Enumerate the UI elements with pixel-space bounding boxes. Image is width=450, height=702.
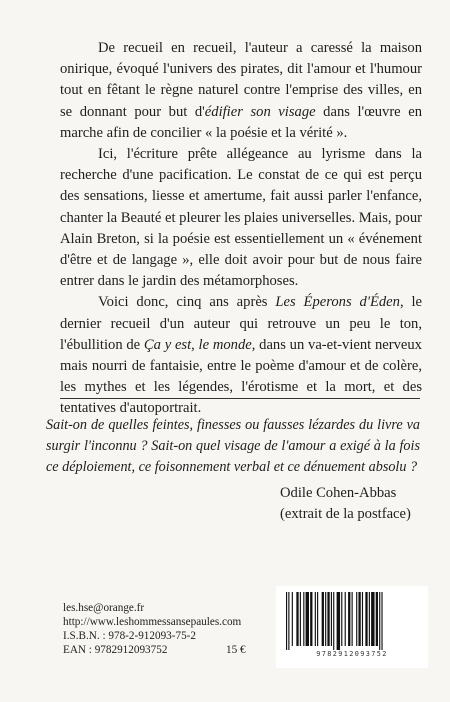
blurb-paragraph: [60, 144, 422, 292]
barcode-bar: [379, 592, 380, 650]
barcode-bar: [310, 592, 312, 646]
barcode-bar: [322, 592, 324, 646]
blurb-paragraph: [60, 38, 422, 144]
text-run: , le dernier recueil d'un auteur qui retrouve un peu le ton, l'ébullition de: [60, 294, 423, 353]
barcode-bar: [371, 592, 374, 646]
barcode-bar: [333, 592, 334, 650]
quote-attribution: [280, 483, 440, 525]
isbn-text: I.S.B.N. : 978-2-912093-75-2: [63, 630, 196, 642]
barcode-digits: 9782912093752: [316, 650, 388, 658]
barcode-bar: [352, 592, 353, 646]
barcode-bar: [288, 592, 289, 650]
barcode-bar: [292, 592, 293, 646]
barcode-bar: [303, 592, 304, 646]
divider-rule: [60, 398, 420, 399]
barcode-bar: [286, 592, 287, 650]
barcode-bar: [306, 592, 309, 646]
publisher-website[interactable]: http://www.leshommessansepaules.com: [63, 616, 242, 628]
barcode-bar: [369, 592, 370, 646]
barcode-bar: [337, 592, 340, 650]
text-run: dans un va-et-vient nerveux mais nourri de fantaisie, entre le poème d'amour et de colère, les mythes et les légendes, l'érotisme et la mort, et des tentatives d'autoportrait.: [60, 336, 422, 417]
barcode-bars: [284, 592, 420, 650]
barcode-bar: [296, 592, 298, 646]
text-run: dans l'œuvre en marche afin de concilier « la poésie et la vérité ».: [60, 103, 423, 141]
barcode-bar: [365, 592, 367, 646]
blurb-paragraph: [60, 292, 422, 419]
barcode-bar: [327, 592, 329, 646]
barcode-bar: [356, 592, 357, 646]
barcode-bar: [376, 592, 378, 646]
price-label: 15 €: [226, 644, 246, 656]
barcode-bar: [358, 592, 360, 646]
text-run: Voici donc, cinq ans après: [98, 294, 276, 311]
quote-source: (extrait de la postface): [280, 506, 411, 522]
barcode-bar: [331, 592, 332, 646]
postface-quote: Sait-on de quelles feintes, finesses ou fausses lézardes du livre va surgir l'inconnu ? Sait-on quel visage de l'amour a exigé à la fois ce déploiement, ce foisonnement verbal et ce dénuement absolu ?: [46, 417, 420, 475]
barcode-bar: [317, 592, 318, 646]
barcode-bar: [315, 592, 316, 646]
barcode-bar: [341, 592, 342, 646]
barcode-bar: [300, 592, 301, 646]
text-run: Ici, l'écriture prête allégeance au lyrisme dans la recherche d'une pacification. Le constat de ce qui est perçu des sensations, liesse et amertume, fait aussi parler l'enfance, chanter la Beauté et pleurer les plaies universelles. Mais, pour Alain Breton, si la poésie est essentiellement un « événement d'être et de langage », elle doit avoir pour but de nous faire entrer dans le jardin des métamorphoses.: [60, 146, 422, 290]
barcode-bar: [348, 592, 350, 646]
barcode-bar: [381, 592, 382, 650]
quote-author: Odile Cohen-Abbas: [280, 485, 397, 501]
barcode-bar: [345, 592, 346, 646]
barcode-bar: [325, 592, 326, 646]
barcode: [276, 586, 428, 668]
italic-title: édifier son visage: [204, 103, 316, 120]
barcode-bar: [362, 592, 363, 646]
blurb-text: [60, 38, 422, 420]
italic-title: Les Éperons d'Éden: [275, 294, 400, 311]
ean-text: EAN : 9782912093752: [63, 644, 168, 656]
publisher-contacts: [63, 601, 241, 657]
italic-title: Ça y est, le monde,: [143, 336, 256, 353]
text-run: De recueil en recueil, l'auteur a caressé la maison onirique, évoqué l'univers des pirates, dit l'amour et l'humour tout en fêtant le règne naturel contre l'emprise des villes, en se donnant pour but d': [60, 40, 422, 120]
publisher-email[interactable]: les.hse@orange.fr: [63, 602, 145, 614]
